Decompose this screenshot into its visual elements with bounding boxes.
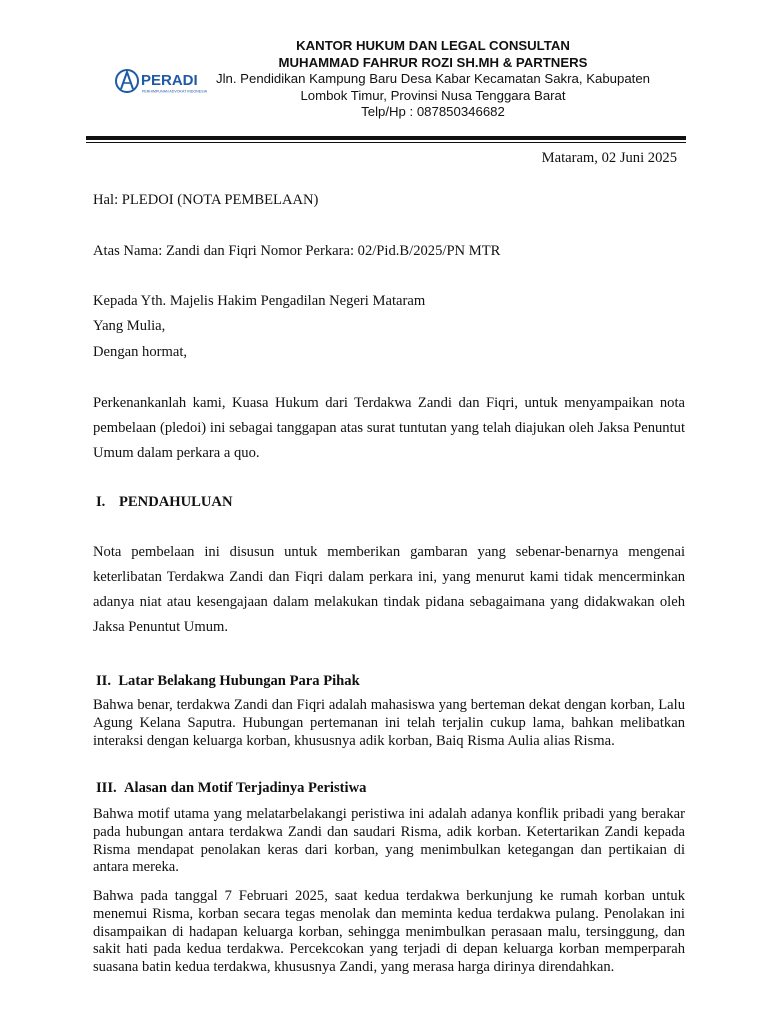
- peradi-logo: [114, 66, 207, 98]
- letter-on-behalf: Atas Nama: Zandi dan Fiqri Nomor Perkara: 02/Pid.B/2025/PN MTR: [93, 243, 501, 259]
- section-heading-2: [96, 673, 360, 690]
- section-number: I.: [96, 494, 106, 510]
- letter-recipient: Kepada Yth. Majelis Hakim Pengadilan Negeri Mataram: [93, 293, 426, 309]
- firm-address-line1: Jln. Pendidikan Kampung Baru Desa Kabar Kecamatan Sakra, Kabupaten: [216, 71, 650, 86]
- section-2-paragraph: Bahwa benar, terdakwa Zandi dan Fiqri adalah mahasiswa yang berteman dekat dengan korban, Lalu Agung Kelana Saputra. Hubungan pertemanan ini telah terjalin cukup lama, bahkan melibatkan interaksi dengan keluarga korban, khususnya adik korban, Baiq Risma Aulia alias Risma.: [93, 697, 685, 749]
- letter-subject: Hal: PLEDOI (NOTA PEMBELAAN): [93, 192, 319, 208]
- letterhead-divider-thin: [86, 142, 686, 143]
- firm-name: KANTOR HUKUM DAN LEGAL CONSULTAN: [296, 38, 570, 53]
- section-3-paragraph-1: Bahwa motif utama yang melatarbelakangi peristiwa ini adalah adanya konflik pribadi yang berakar pada hubungan antara terdakwa Zandi dan saudari Risma, adik korban. Ketertarikan Zandi kepada Risma mendapat penolakan keras dari korban, yang menimbulkan ketegangan dan pertikaian di antara mereka.: [93, 806, 685, 876]
- section-heading-3: [96, 780, 366, 797]
- logo-subtext: PERHIMPUNAN ADVOKAT INDONESIA: [142, 89, 207, 94]
- logo-text: PERADI: [141, 72, 198, 89]
- section-3-paragraph-2: Bahwa pada tanggal 7 Februari 2025, saat kedua terdakwa berkunjung ke rumah korban untuk menemui Risma, korban secara tegas menolak dan meminta kedua terdakwa pulang. Penolakan ini disampaikan di hadapan keluarga korban, sehingga menimbulkan perasaan malu, tersinggung, dan sakit hati pada kedua terdakwa. Percekcokan yang terjadi di depan keluarga korban memperparah suasana batin kedua terdakwa, khususnya Zandi, yang merasa harga dirinya direndahkan.: [93, 888, 685, 976]
- firm-address-line2: Lombok Timur, Provinsi Nusa Tenggara Barat: [300, 87, 566, 103]
- section-title: PENDAHULUAN: [119, 494, 233, 510]
- letterhead-divider-thick: [86, 136, 686, 140]
- section-heading-1: [96, 494, 233, 511]
- section-number: III.: [96, 780, 117, 796]
- opening-paragraph: Perkenankanlah kami, Kuasa Hukum dari Terdakwa Zandi dan Fiqri, untuk menyampaikan nota pembelaan (pledoi) ini sebagai tanggapan atas surat tuntutan yang telah diajukan oleh Jaksa Penuntut Umum dalam perkara a quo.: [93, 395, 685, 461]
- section-title: Alasan dan Motif Terjadinya Peristiwa: [123, 780, 367, 796]
- letter-date: Mataram, 02 Juni 2025: [541, 150, 677, 166]
- firm-phone: Telp/Hp : 087850346682: [361, 104, 505, 119]
- section-title: Latar Belakang Hubungan Para Pihak: [118, 673, 360, 689]
- firm-partners: MUHAMMAD FAHRUR ROZI SH.MH & PARTNERS: [278, 54, 588, 70]
- letter-salutation-2: Dengan hormat,: [93, 344, 188, 360]
- letterhead: [0, 38, 768, 124]
- letter-salutation-1: Yang Mulia,: [93, 318, 166, 334]
- letterhead-text: [190, 38, 676, 121]
- section-1-paragraph: Nota pembelaan ini disusun untuk memberikan gambaran yang sebenar-benarnya mengenai keterlibatan Terdakwa Zandi dan Fiqri dalam perkara ini, yang menurut kami tidak mencerminkan adanya niat atau kesengajaan dalam melakukan tindak pidana sebagaimana yang didakwakan oleh Jaksa Penuntut Umum.: [93, 544, 685, 635]
- section-number: II.: [96, 673, 112, 689]
